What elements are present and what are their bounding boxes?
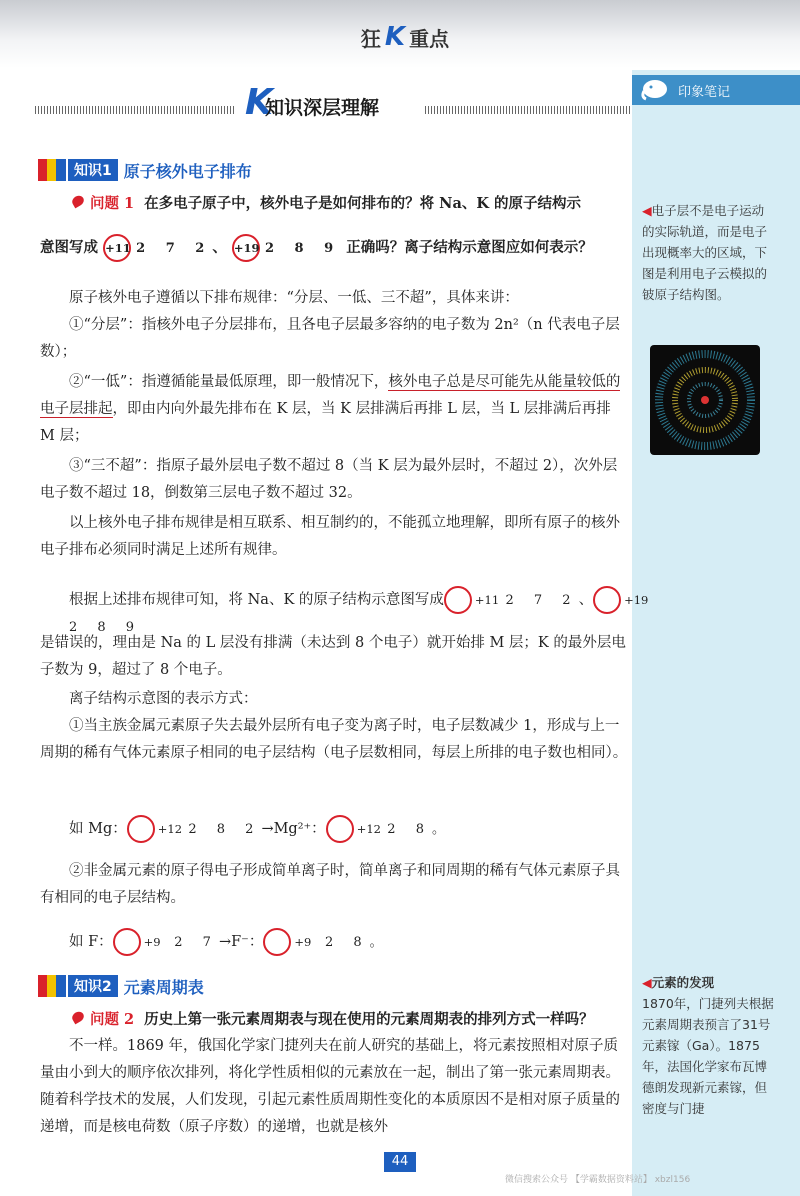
paragraph: ①当主族金属元素原子失去最外层所有电子变为离子时，电子层数减少 1，形成与上一周期的稀有气体元素原子相同的电子层结构（电子层数相同，每层上所排的电子数也相同）。 [40, 718, 628, 761]
knowledge1-heading [38, 158, 252, 182]
underlined-text: 核外电子总是尽可能先从能量较低的电子层排起 [40, 374, 621, 417]
question-text: 意图写成 [40, 239, 98, 256]
hatch-divider-left [35, 106, 235, 114]
example-text: 如 F： [69, 934, 113, 950]
side-note-text: 1870年，门捷列夫根据元素周期表预言了31号元素镓（Ga）。1875年，法国化学家布瓦博德朗发现新元素镓，但密度与门捷 [642, 996, 774, 1116]
top-banner [0, 0, 800, 68]
na-nucleus: +11 [103, 234, 131, 262]
mg-ion-shells: 2 8。 [387, 821, 453, 837]
question-text: 在多电子原子中，核外电子是如何排布的？将 Na、K 的原子结构示 [144, 195, 581, 212]
electron-cloud-graphic [650, 345, 760, 455]
hatch-divider-right [425, 106, 630, 114]
section-k-letter: K [245, 82, 273, 123]
paragraph-text: ②“一低”：指遵循能量最低原理，即一般情况下， [69, 374, 389, 390]
header-logo [360, 22, 450, 52]
paragraph-text: 根据上述排布规律可知，将 Na、K 的原子结构示意图写成 [69, 592, 444, 608]
question1-line2: 意图写成 +11 2 7 2、 +19 2 8 9 正确吗？离子结构示意图应如何表示？ [40, 234, 593, 262]
f-ion-nucleus: +9 [263, 928, 291, 956]
question-text: 正确吗？离子结构示意图应如何表示？ [346, 239, 593, 256]
knowledge-title: 原子核外电子排布 [123, 161, 252, 181]
paragraph-text: ，即由内向外最先排布在 K 层，当 K 层排满后再排 L 层，当 L 层排满后再排 M 层； [40, 401, 611, 444]
side-note-title: 元素的发现 [651, 975, 715, 990]
na-nucleus: +11 [444, 586, 472, 614]
sidebar-header [632, 75, 800, 105]
question-label: 问题 2 [90, 1011, 135, 1028]
section-title: 知识深层理解 [265, 97, 380, 119]
paragraph [40, 369, 630, 450]
na-shells: 2 7 2 [505, 592, 579, 608]
mg-ion-nucleus: +12 [326, 815, 354, 843]
paragraph: 原子核外电子遵循以下排布规律：“分层、一低、三不超”，具体来讲： [69, 290, 519, 306]
paragraph: 以上核外电子排布规律是相互联系、相互制约的，不能孤立地理解，即所有原子的核外电子排布必须同时满足上述所有规律。 [40, 515, 620, 558]
paragraph: 离子结构示意图的表示方式： [69, 691, 258, 707]
knowledge-title: 元素周期表 [123, 977, 204, 997]
mg-nucleus: +12 [127, 815, 155, 843]
question-label: 问题 1 [90, 195, 135, 212]
side-note-element-discovery [642, 972, 777, 1119]
question-marker-icon [70, 194, 85, 209]
knowledge-tag: 知识1 [68, 159, 118, 181]
triangle-icon: ◀ [642, 975, 652, 990]
k-nucleus: +19 [593, 586, 621, 614]
example-text: →Mg²⁺： [261, 821, 326, 837]
mg-shells: 2 8 2 [188, 821, 262, 837]
k-shells: 2 8 9 [69, 620, 143, 635]
logo-k: K [384, 22, 406, 52]
paragraph: ②非金属元素的原子得电子形成简单离子时，简单离子和同周期的稀有气体元素原子具有相同的电子层结构。 [40, 863, 620, 906]
triangle-icon: ◀ [642, 203, 652, 218]
paragraph: 是错误的，理由是 Na 的 L 层没有排满（未达到 8 个电子）就开始排 M 层；K 的最外层电子数为 9，超过了 8 个电子。 [40, 635, 626, 678]
section-heading [35, 82, 630, 130]
f-shells: 2 7 [174, 934, 219, 950]
logo-right: 重点 [409, 26, 450, 51]
question2 [72, 1008, 594, 1029]
side-note-electron-shell [642, 200, 770, 305]
elephant-icon [638, 69, 672, 103]
k-nucleus: +19 [232, 234, 260, 262]
page-number: 44 [384, 1152, 416, 1172]
example-text: 如 Mg： [69, 821, 127, 837]
paragraph: 根据上述排布规律可知，将 Na、K 的原子结构示意图写成 +11 2 7 2、 +19 2 8 9 [40, 586, 630, 642]
na-shells: 2 7 2 [136, 240, 213, 256]
f-nucleus: +9 [113, 928, 141, 956]
question-marker-icon [70, 1010, 85, 1025]
example-text: →F⁻： [218, 934, 264, 950]
f-ion-shells: 2 8。 [324, 934, 391, 950]
question1 [72, 192, 581, 213]
knowledge-tag: 知识2 [68, 975, 118, 997]
mg-ion-example [40, 815, 630, 843]
beryllium-electron-cloud-image [650, 345, 760, 455]
paragraph: ①“分层”：指核外电子分层排布，且各电子层最多容纳的电子数为 2n²（n 代表电子层数）； [40, 317, 620, 360]
question-text: 历史上第一张元素周期表与现在使用的元素周期表的排列方式一样吗？ [144, 1011, 594, 1028]
logo-left: 狂 [360, 26, 381, 51]
flag-icon [38, 159, 66, 181]
paragraph: 不一样。1869 年，俄国化学家门捷列夫在前人研究的基础上，将元素按照相对原子质量由小到大的顺序依次排列，将化学性质相似的元素放在一起，制出了第一张元素周期表。随着科学技术的发展，人们发现，引起元素性质周期性变化的本质原因不是相对原子质量的递增，而是核电荷数（原子序数）的递增，也就是核外 [40, 1038, 620, 1135]
flag-icon [38, 975, 66, 997]
side-note-text: 电子层不是电子运动的实际轨道，而是电子出现概率大的区域，下图是利用电子云模拟的铍原子结构图。 [642, 203, 768, 302]
watermark: 微信搜索公众号 【学霸数据资料站】 xbzl156 [505, 1175, 691, 1185]
k-shells: 2 8 9 [264, 240, 342, 256]
paragraph: ③“三不超”：指原子最外层电子数不超过 8（当 K 层为最外层时，不超过 2），次外层电子数不超过 18，倒数第三层电子数不超过 32。 [40, 458, 618, 501]
sidebar-title: 印象笔记 [678, 84, 731, 100]
f-ion-example [40, 928, 630, 956]
knowledge2-heading [38, 974, 204, 998]
